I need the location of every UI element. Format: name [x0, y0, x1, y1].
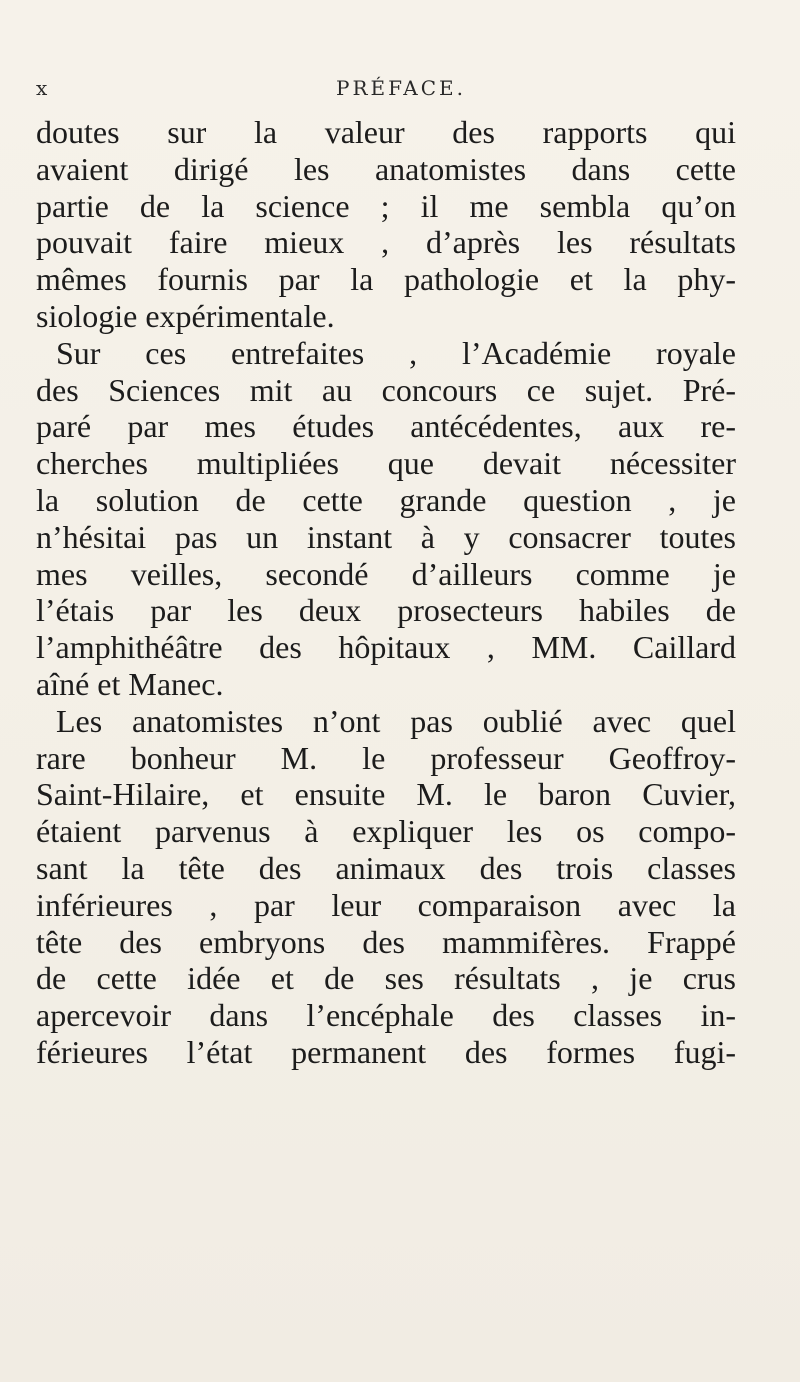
text-line: rare bonheur M. le professeur Geoffroy- — [36, 739, 736, 776]
running-title: PRÉFACE. — [336, 76, 466, 100]
text-line: mes veilles, secondé d’ailleurs comme je — [36, 555, 736, 592]
text-line: des Sciences mit au concours ce sujet. Pré- — [36, 371, 736, 408]
text-line: étaient parvenus à expliquer les os compo- — [36, 813, 736, 850]
text-line: férieures l’état permanent des formes fugi- — [36, 1033, 736, 1070]
text-line: l’amphithéâtre des hôpitaux , MM. Caillard — [36, 629, 736, 666]
text-line: avaient dirigé les anatomistes dans cette — [36, 150, 736, 187]
body-text — [36, 114, 736, 1071]
text-line: la solution de cette grande question , je — [36, 481, 736, 518]
text-line: apercevoir dans l’encéphale des classes in- — [36, 997, 736, 1034]
text-line: l’étais par les deux prosecteurs habiles de — [36, 592, 736, 629]
text-line: mêmes fournis par la pathologie et la phy- — [36, 261, 736, 298]
text-line: pouvait faire mieux , d’après les résultats — [36, 224, 736, 261]
text-line: Saint-Hilaire, et ensuite M. le baron Cuvier, — [36, 776, 736, 813]
text-line: n’hésitai pas un instant à y consacrer toutes — [36, 518, 736, 555]
text-line: partie de la science ; il me sembla qu’on — [36, 187, 736, 224]
page-number: x — [36, 76, 49, 100]
text-line: siologie expérimentale. — [36, 297, 335, 334]
text-line: aîné et Manec. — [36, 665, 224, 702]
text-line: cherches multipliées que devait nécessiter — [36, 445, 736, 482]
text-line: de cette idée et de ses résultats , je crus — [36, 960, 736, 997]
text-line: Les anatomistes n’ont pas oublié avec quel — [56, 702, 736, 739]
running-head — [36, 76, 736, 106]
text-line: inférieures , par leur comparaison avec la — [36, 886, 736, 923]
text-line: paré par mes études antécédentes, aux re- — [36, 408, 736, 445]
text-line: doutes sur la valeur des rapports qui — [36, 114, 736, 150]
text-line: sant la tête des animaux des trois classes — [36, 849, 736, 886]
text-line: tête des embryons des mammifères. Frappé — [36, 923, 736, 960]
text-line: Sur ces entrefaites , l’Académie royale — [56, 334, 736, 371]
